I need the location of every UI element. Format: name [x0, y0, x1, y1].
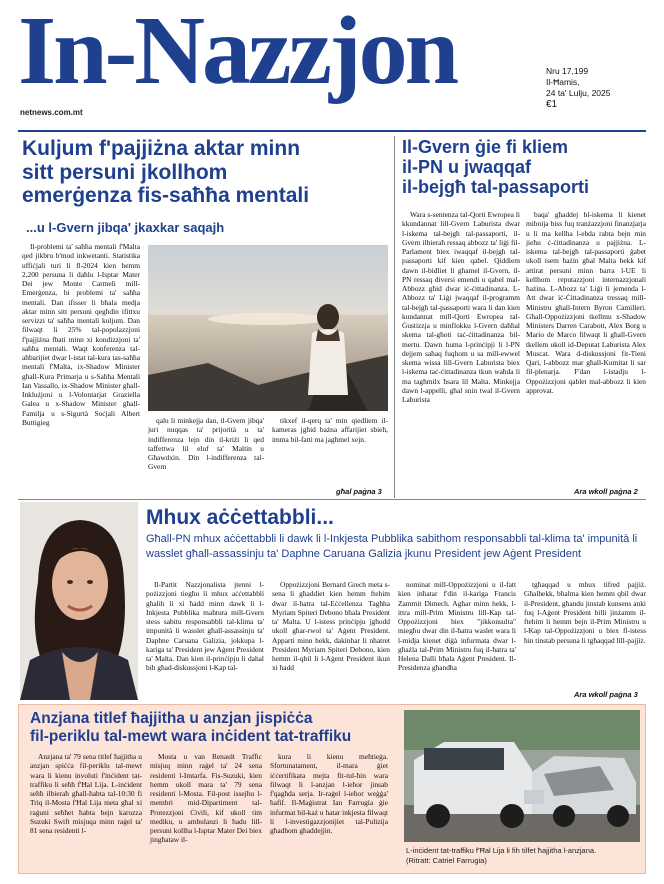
mental-health-photo — [148, 245, 388, 411]
portrait-photo — [20, 502, 138, 700]
story3-column-3: nominat mill-Oppożizzjoni u il-fatt kien inħatar f'din il-kariga Francis Zammit Dimech. Agħar minn hekk, l-ittra mill-Prim Ministru lill-Kap tal-Oppożizzjoni biex "jikkonsulta" miegħu dwar din il-ħatra waslet wara li l-midja kienet diġà infurmata dwar l-għażla tal-Prim Ministru fuq il-ħatra ta' Helena Dalli bħala Aġent President. Il-Presidenza għandha — [398, 580, 516, 673]
woman-by-sea-image — [148, 245, 388, 411]
story3-column-4: tgħaqqad u mhux tifred pajjiż. Għalhekk, bħalma kien hemm qbil dwar il-President, għandu jinstab kunsens anki fuq l-Aġent President billi jinżamm il-ftehim li hemm bejn il-Prim Ministru u l-Kap tal-Oppożizzjoni u biex fl-istess ħin tinstab persuna li tgħaqqad lill-pajjiż. — [524, 580, 646, 645]
story1-column-2: qalu li minkejja dan, il-Gvern jibqa' juri nuqqas ta' prijorità u ta' indifferenza lejn din il-kriżi li qed taffettwa lil eluf ta' Maltin u Għawdxin. Din l-indifferenza tal-Gvern — [148, 416, 264, 472]
story3-column-2: Oppożizzjoni Bernard Grech meta s-sena li għaddiet kien hemm ftehim dwar il-ħatra tal-Eċċellenza Tagħha Myriam Spiteri Debono bħala President ta' Malta. U l-istess prinċipju jgħodd ukoll għar-rwol ta' Aġent President. Apparti minn hekk, dakinhar li nħatret President Myriam Spiteri Debono, kien hemm il-qbil li l-Aġent President ikun xi ħadd — [272, 580, 390, 673]
issue-date: 24 ta' Lulju, 2025 — [546, 88, 611, 98]
issue-number: Nru 17,199 — [546, 66, 589, 76]
story2-headline-line: Il-Gvern ġie fi kliem — [402, 137, 569, 157]
story2-column-1: Wara s-sentenza tal-Qorti Ewropea li kkundannat lill-Gvern Laburista dwar l-iskema tal-bejgħ tal-passaporti, il-Gvern ilbieraħ ressaq abbozz ta' liġi fil-Parlament biex iwaqqaf il-bejgħ tal-passaporti kif kien qabel. Qiddiem dawn il-bidliet li għamel il-Gvern, il-PN ressaq diversi emendi u qabel mal-Abbozz għid dwar iċ-ċittadinanza. L-Abbozz ta' Liġi jwaqqaf il-programm tal-bejgħ tal-passaporti wara li dan kien kundannat mill-Qorti Ewropea tal-Ġustizzja u minflokku l-Gvern daħħal skema tal-għoti taċ-ċittadinanza bil-mertu. Dawn huma l-prinċipji li l-PN dejjem saħaq fuqhom u sa mill-ewwel skema wissa lill-Gvern Laburista biex l-iskema taċ-ċittadinanza tkun waħda li ma tagħmilx ħsara lil Malta. Minkejja dawn l-appelli, għal snin twal il-Gvern Laburista — [402, 210, 520, 404]
story3-deck: Għall-PN mhux aċċettabbli li dawk li l-Inkjesta Pubblika sabithom responsabbli tal-klima ta' impunità li wasslet għall-assassinju ta' Daphne Caruana Galizia jkunu President jew Aġent President — [146, 533, 638, 560]
story1-headline-line: sitt persuni jkollhom — [22, 160, 228, 184]
story1-continued-link[interactable]: għal paġna 3 — [336, 487, 382, 496]
story4-headline[interactable] — [30, 710, 390, 746]
website-url[interactable]: netnews.com.mt — [20, 108, 83, 117]
story4-column-1: Anzjana ta' 79 sena titlef ħajjitha u anzjan spiċċa fil-periklu tal-mewt wara li kienu involuti f'inċident tat-traffiku li seħħ f'Ħal Lija. L-inċident seħħ ilbieraħ għall-ħabta tal-10:30 fi Triq il-Mosta f'Ħal Lija meta għal xi raġuni seħħet ħabta bejn karozza Suzuki Swift misjuqa minn raġel ta' 81 sena residenti l- — [30, 752, 142, 835]
masthead — [18, 0, 648, 128]
crash-photo-caption — [406, 846, 642, 866]
story2-headline-line: il-PN u jwaqqaf — [402, 157, 532, 178]
crash-photo — [404, 710, 640, 842]
issue-day: Il-Ħamis, — [546, 77, 580, 87]
story2-column-2: baqa' għaddej bl-iskema li kienet mibnija biss fuq tranżazzjoni finanzjarja u li ma kellha l-ebda rabta bejn min jieħu ċ-ċittadinanza u pajjiżna. L-iskema tal-bejgħ tal-passaporti ġabet ukoll isem ħażin għal Malta hekk kif attirat persuni minn barra l-UE li kellhom reputazzjoni internazzjonali ħażina. L-Abozz ta' Liġi li jemenda l-Att dwar iċ-Ċittadinanza tressaq mill-Ministru għall-Intern Byron Camilleri. Għall-Oppożizzjoni tkellmu x-Shadow Ministers Darren Carabott, Alex Borg u Mario de Marco filwaqt li għall-Gvern tkellem ukoll id-Deputat Laburista Alex Muscat. Wara d-diskussjoni fit-Tieni Qari, l-abbozz mar għall-Kumitat li sar fil-plenarja. F'dan l-istadju l-Oppożizzjoni qablet mal-abbozz li kien approvat. — [526, 210, 646, 395]
masthead-rule — [18, 130, 646, 132]
woman-portrait-image — [20, 502, 138, 700]
issue-price: €1 — [546, 99, 558, 110]
story3-continued-link[interactable]: Ara wkoll paġna 3 — [574, 690, 638, 699]
story4-column-2: Mosta u van Renault Traffic misjuq minn raġel ta' 24 sena residenti l-Imtarfa. Fis-Suzuki, kien hemm ukoll mara ta' 79 sena residenti l-Mosta. Fil-post issejħu l-membri mid-Dipartiment tal-Protezzjoni Ċivili, kif ukoll tim mediku, u ambulanzi li ħadu lill-persuni kollha l-Isptar Mater Dei biex jingħataw il- — [150, 752, 262, 845]
story1-headline[interactable] — [22, 137, 382, 208]
story1-column-1: Il-problemi ta' saħħa mentali f'Malta qed jikbru b'mod inkwetanti. Statistika uffiċjali turi li fl-2024 kien hemm 2,200 persuna li daħlu l-Isptar Mater Dei jew Monte Carmeli mill-Emerġenza, bi problemi ta' saħħa mentali. Dan ifisser li bħala medja aktar minn sitt persuni qegħdin ifittxu servizzi ta' saħħa mentali kuljum. Dan filwaqt li 25% tal-popolazzjoni f'pajjiżna fbati minn xi kondizzjoni ta' saħħa mentali. Waqt konferenza tal-aħbarijiet dwar l-istat tal-kura tas-saħħa mentali f'Malta, ix-Shadow Minister għall-Kura Primarja u s-Saħħa Mentali Ian Vassallo, ix-Shadow Minister għall-Inklużjoni u l-Volontarjat Graziella Galea u x-Shadow Minister għall-Familja u s-Sigurtà Soċjali Albert Buttigieg — [22, 242, 140, 427]
story1-subhead: ...u l-Gvern jibqa' jkaxkar saqajh — [26, 220, 225, 235]
column-divider — [394, 136, 395, 498]
car-crash-image — [404, 710, 640, 842]
story1-headline-line: emerġenza fis-saħħa mentali — [22, 184, 310, 208]
story3-column-1: Il-Partit Nazzjonalista jtenni l-pożizzjoni tiegħu li mhux aċċettabbli għalih li xi ħadd minn dawk li l-Inkjesta Pubblika maħtura mill-Gvern stess sabitu responsabbli tal-klima ta' impunità li wasslet għall-assassinju ta' Daphne Caruana Galizia, jokkupa l-kariga ta' President jew Aġent President ta' Malta. Dan kien il-prinċipju li dahal bih għad-diskussjoni l-Kap tal- — [146, 580, 264, 673]
story3-headline[interactable]: Mhux aċċettabbli... — [146, 506, 334, 529]
story1-headline-line: Kuljum f'pajjiżna aktar minn — [22, 137, 301, 160]
story4-headline-line: Anzjana titlef ħajjitha u anzjan jispiċċa — [30, 710, 313, 727]
story4-headline-line: fil-periklu tal-mewt wara inċident tat-traffiku — [30, 728, 352, 745]
caption-text: L-inċident tat-traffiku f'Ħal Lija li fih tilfet ħajjitha l-anzjana. — [406, 846, 597, 855]
story2-headline-line: il-bejgħ tal-passaporti — [402, 177, 590, 198]
story2-continued-link[interactable]: Ara wkoll paġna 2 — [574, 487, 638, 496]
photo-credit: (Ritratt: Catriel Farrugia) — [406, 856, 487, 865]
story2-headline[interactable] — [402, 137, 652, 197]
story1-column-3: tikxef il-qerq ta' min qiedliem il-kameras jgħid bażna affarijiet sbieħ, imma bil-fatti ma jagħmel xejn. — [272, 416, 388, 444]
story4-column-3: kura li kienu meħtieġa. Sfortunatament, il-mara ġiet iċċertifikata mejta fit-tul-ħin wara filwaqt li l-anzjan l-ieħor jinsab f'qagħda serja. Ir-raġel l-ieħor weġġa' ħafif. Il-Maġistrat Ian Farrugia ġie infurmat bil-każ u hatar inkjesta filwaqt li l-investigazzjonijiet tal-Pulizija għadhom għaddejjin. — [270, 752, 388, 835]
section-divider — [18, 499, 646, 500]
newspaper-logo: In-Nazzjon — [18, 0, 457, 105]
issue-info — [546, 66, 610, 110]
